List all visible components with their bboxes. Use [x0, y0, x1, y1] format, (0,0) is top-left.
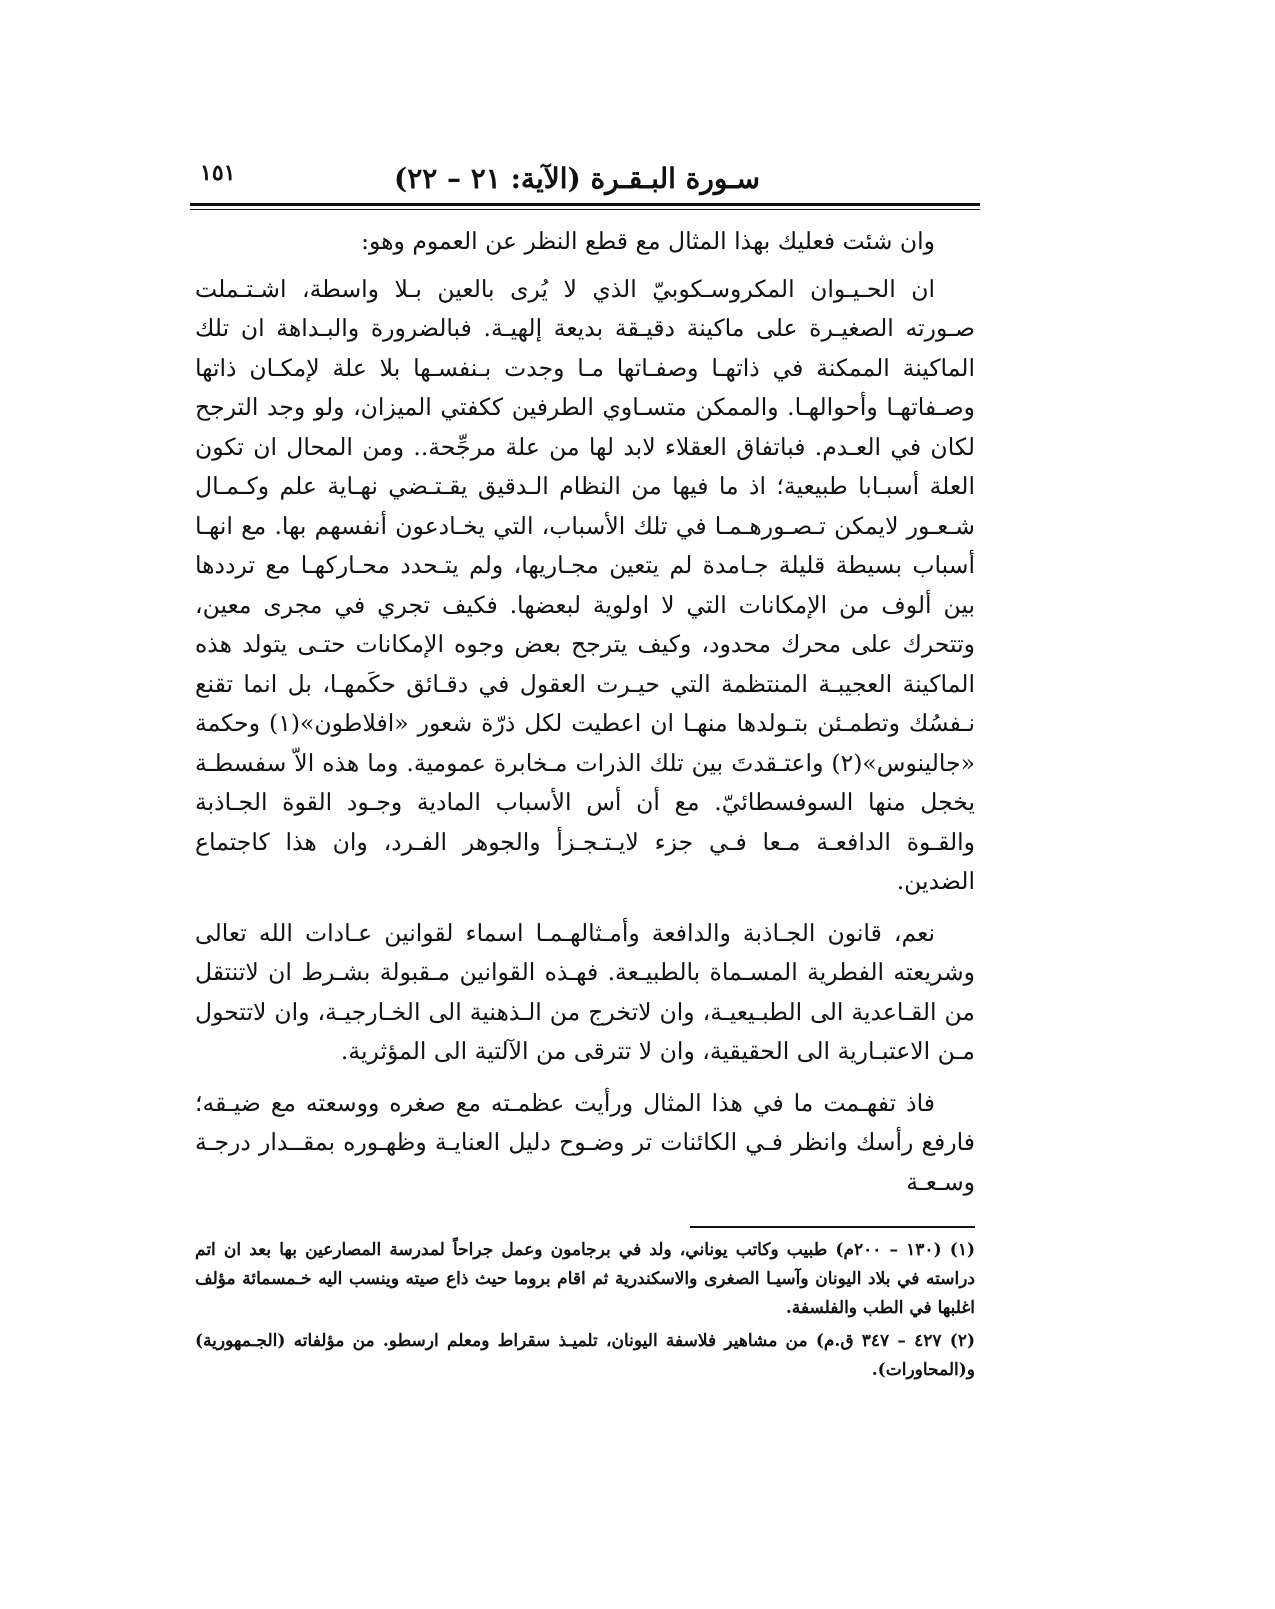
- footnote-rule: [690, 1226, 975, 1228]
- footnote-plato: (٢) ٤٢٧ – ٣٤٧ ق.م) من مشاهير فلاسفة اليونان، تلميـذ سقراط ومعلم ارسطو. من مؤلفاته (الجـمهورية) و(المحاورات).: [195, 1331, 975, 1380]
- paragraph-intro: وان شئت فعليك بهذا المثال مع قطع النظر عن العموم وهو:: [361, 227, 935, 255]
- paragraph-microscopic-animal: ان الحـيـوان المكروسـكوبيّ الذي لا يُرى بالعين بـلا واسطة، اشـتـملت صـورته الصغيـرة على ماكينة دقيـقة بديعة إلهيـة. فبالضرورة والبـداهة ان تلك الماكينة الممكنة في ذاتهـا وصفـاتها مـا وجدت بـنفسـها بلا علة لإمكـان ذاتها وصـفاتهـا وأحوالهـا. والممكن متسـاوي الطرفين ككفتي الميزان، ولو وجد الترجح لكان في العـدم. فباتفاق العقلاء لابد لها من علة مرجِّحة.. ومن المحال ان تكون العلة أسبـابا طبيعية؛ اذ ما فيها من النظام الـدقيق يقـتـضي نهـاية علم وكـمـال شـعـور لايمكن تـصـورهـمـا في تلك الأسباب، التي يخـادعون أنفسهم بها. مع انهـا أسباب بسيطة قليلة جـامدة لم يتعين مجـاريها، ولم يتـحدد محـاركهـا مع ترددها بين ألوف من الإمكانات التي لا اولوية لبعضها. فكيف تجري في مجرى معين، وتتحرك على محرك محدود، وكيف يترجح بعض وجوه الإمكانات حتـى يتولد هذه الماكينة العجيبـة المنتظمة التي حيـرت العقول في دقـائق حكَمهـا، بل انما تقنع نـفسُك وتطمـئن بتـولدها منهـا ان اعطيت لكل ذرّة شعور «افلاطون»(١) وحكمة «جالينوس»(٢) واعتـقدتَ بين تلك الذرات مـخابرة عمومية. وما هذه الاّ سفسطـة يخجل منها السوفسطائيّ. مع أن أس الأسباب المادية وجـود القوة الجـاذبة والقـوة الدافعـة مـعا فـي جزء لايـتـجـزأ والجوهر الفـرد، وان هذا كاجتماع الضدين.: [195, 274, 975, 895]
- page-number: ١٥١: [200, 160, 236, 186]
- header-rule-thin: [190, 209, 980, 210]
- page-header: [190, 150, 980, 202]
- header-rule: [190, 203, 980, 206]
- footnote-galen: (١) (١٣٠ – ٢٠٠م) طبيب وكاتب يوناني، ولد في برجامون وعمل جراحاً لمدرسة المصارعين بها بعد ان اتم دراسته في بلاد اليونان وآسيـا الصغرى والاسكندرية ثم اقام بروما حيث ذاع صيته وينسب اليه خـمسمائة مؤلف اغلبها في الطب والفلسفة.: [195, 1240, 975, 1318]
- running-title: سـورة البـقـرة (الآية: ٢١ – ٢٢): [393, 162, 760, 195]
- paragraph-conclusion: فاذ تفهـمت ما في هذا المثال ورأيت عظمـته مع صغره ووسعته مع ضيـقه؛ فارفع رأسك وانظر فـي الكائنات تر وضـوح دليل العنايـة وظهـوره بمقــدار درجـة وسـعـة: [195, 1088, 975, 1196]
- body-text: [195, 222, 975, 1214]
- footnotes: [195, 1236, 975, 1389]
- paragraph-laws-of-nature: نعم، قانون الجـاذبة والدافعة وأمـثالهـمـا اسماء لقوانين عـادات الله تعالى وشريعته الفطرية المسـماة بالطبيـعة. فهـذه القوانين مـقبولة بشـرط ان لاتنتقل من القـاعدية الى الطبـيعيـة، وان لاتخرج من الـذهنية الى الخـارجيـة، وان لاتتحول مـن الاعتبـارية الى الحقيقية، وان لا تترقى من الآلتية الى المؤثرية.: [195, 918, 975, 1065]
